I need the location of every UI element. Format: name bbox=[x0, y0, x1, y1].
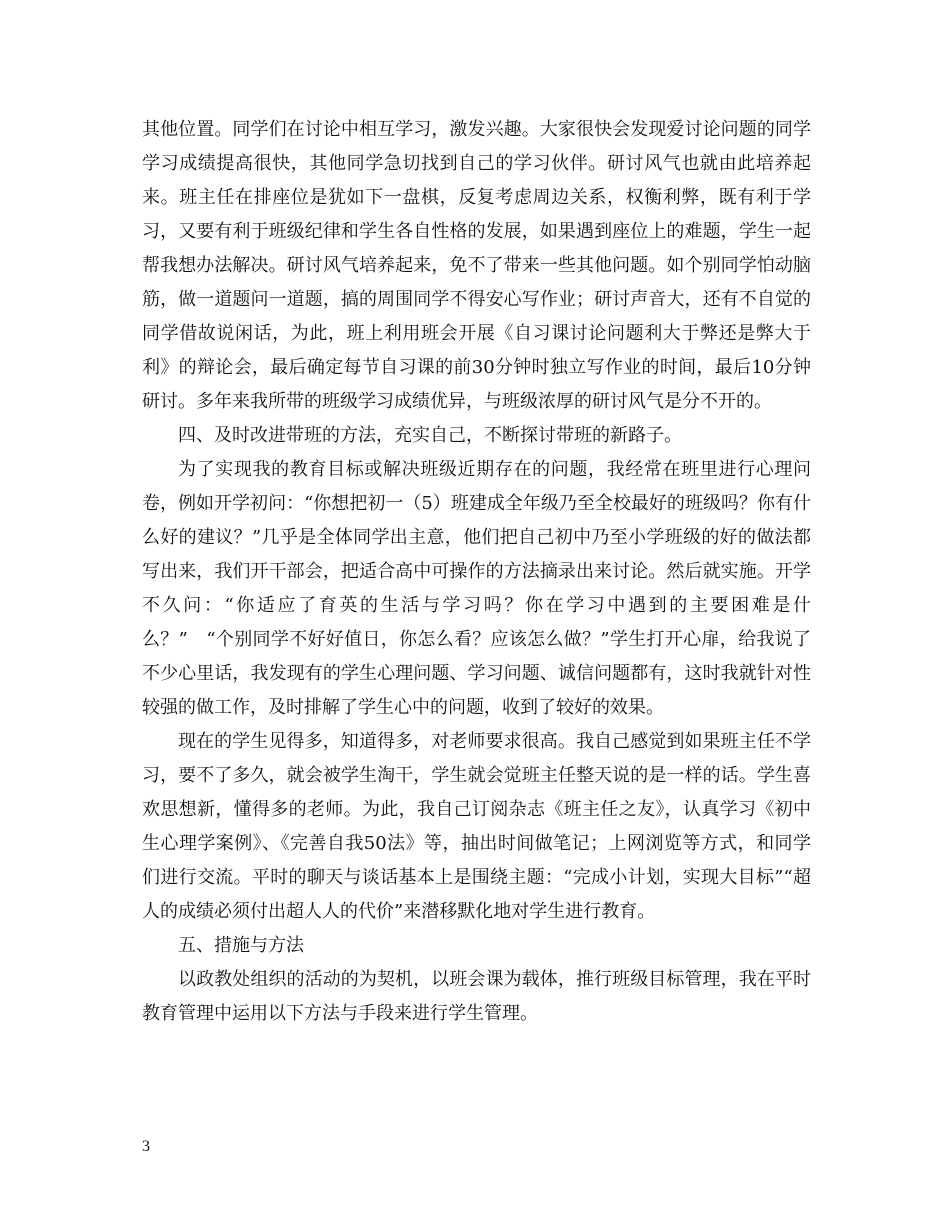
paragraph-3: 为了实现我的教育目标或解决班级近期存在的问题，我经常在班里进行心理问卷，例如开学初问：“你想把初一（5）班建成全年级乃至全校最好的班级吗？你有什么好的建议？”几乎是全体同学出主意，他们把自己初中乃至小学班级的好的做法都写出来，我们开干部会，把适合高中可操作的方法摘录出来讨论。然后就实施。开学不久问：“你适应了育英的生活与学习吗？你在学习中遇到的主要困难是什么？” “个别同学不好好值日，你怎么看？应该怎么做？”学生打开心扉，给我说了不少心里话，我发现有的学生心理问题、学习问题、诚信问题都有，这时我就针对性较强的做工作，及时排解了学生心中的问题，收到了较好的效果。 bbox=[142, 459, 811, 718]
paragraph-1: 其他位置。同学们在讨论中相互学习，激发兴趣。大家很快会发现爱讨论问题的同学学习成绩提高很快，其他同学急切找到自己的学习伙伴。研讨风气也就由此培养起来。班主任在排座位是犹如下一盘棋，反复考虑周边关系，权衡利弊，既有利于学习，又要有利于班级纪律和学生各自性格的发展，如果遇到座位上的难题，学生一起帮我想办法解决。研讨风气培养起来，免不了带来一些其他问题。如个别同学怕动脑筋，做一道题问一道题，搞的周围同学不得安心写作业；研讨声音大，还有不自觉的同学借故说闲话，为此，班上利用班会开展《自习课讨论问题利大于弊还是弊大于利》的辩论会，最后确定每节自习课的前30分钟时独立写作业的时间，最后10分钟研讨。多年来我所带的班级学习成绩优异，与班级浓厚的研讨风气是分不开的。 bbox=[142, 119, 811, 412]
document-body bbox=[142, 113, 811, 1031]
section-heading-5: 五、措施与方法 bbox=[178, 935, 304, 956]
page-number: 3 bbox=[142, 1138, 150, 1155]
section-heading-4: 四、及时改进带班的方法，充实自己，不断探讨带班的新路子。 bbox=[178, 425, 682, 446]
paragraph-6: 以政教处组织的活动的为契机，以班会课为载体，推行班级目标管理，我在平时教育管理中运用以下方法与手段来进行学生管理。 bbox=[142, 969, 811, 1024]
paragraph-4: 现在的学生见得多，知道得多，对老师要求很高。我自己感觉到如果班主任不学习，要不了多久，就会被学生淘干，学生就会觉班主任整天说的是一样的话。学生喜欢思想新，懂得多的老师。为此，我自己订阅杂志《班主任之友》，认真学习《初中生心理学案例》、《完善自我50法》等，抽出时间做笔记；上网浏览等方式，和同学们进行交流。平时的聊天与谈话基本上是围绕主题：“完成小计划，实现大目标”“超人的成绩必须付出超人人的代价”来潜移默化地对学生进行教育。 bbox=[142, 731, 811, 922]
